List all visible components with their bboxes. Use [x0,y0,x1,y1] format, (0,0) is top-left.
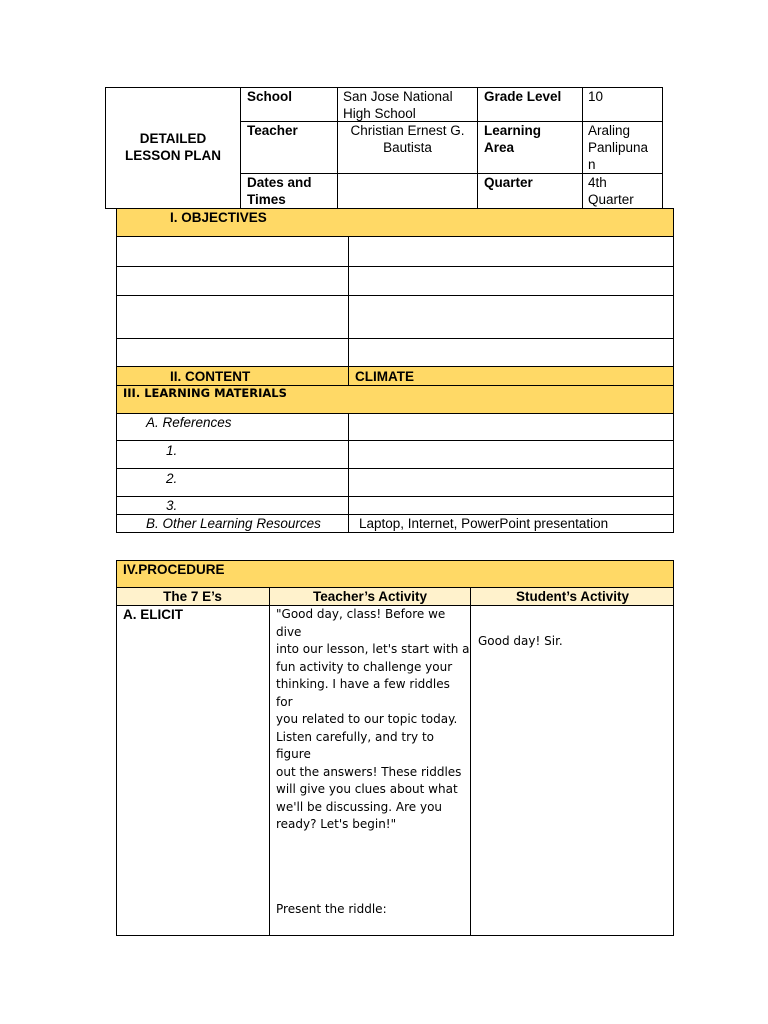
school-value: San Jose National High School [343,89,453,121]
student-activity-text: Good day! Sir. [478,634,563,648]
teacher-label: Teacher [247,123,298,138]
teacher-activity-text: "Good day, class! Before we dive into our lesson, let's start with a fun activity to challenge your thinking. I have a few riddles for you related to our topic today. Listen carefully, and try to figure out the answers! These riddles will give you clues about what we'll be discussing. Are you ready? Let's begin!" [276,607,470,831]
teacher-value: Christian Ernest G. Bautista [350,123,465,155]
other-resources-label: B. Other Learning Resources [146,516,321,531]
elicit-label: A. ELICIT [123,607,183,622]
learning-area-value: Araling Panlipuna n [588,123,649,172]
column-7es: The 7 E’s [163,589,222,604]
learning-materials-heading: III. LEARNING MATERIALS [123,386,287,400]
reference-row-1 [116,440,674,469]
school-label: School [247,89,293,104]
content-value: CLIMATE [355,369,414,384]
other-resources-value: Laptop, Internet, PowerPoint presentation [359,516,609,531]
present-riddle-text: Present the riddle: [276,902,387,916]
grade-level-value: 10 [588,89,604,104]
reference-row-3 [116,496,674,515]
reference-3-label: 3. [166,498,178,513]
column-teacher-activity: Teacher’s Activity [312,589,428,604]
quarter-value: 4th Quarter [588,175,634,207]
reference-2-label: 2. [166,471,178,486]
reference-row-2 [116,468,674,497]
reference-1-label: 1. [166,443,178,458]
quarter-label: Quarter [484,175,533,190]
objective-row [116,236,674,267]
objective-row [116,266,674,296]
references-label: A. References [146,415,232,430]
objectives-heading: I. OBJECTIVES [170,210,267,225]
objective-row [116,338,674,367]
learning-area-label: Learning Area [484,123,542,155]
dates-label: Dates and Times [247,175,312,207]
objective-row [116,295,674,339]
content-heading: II. CONTENT [170,369,251,384]
lesson-plan-title: DETAILED LESSON PLAN [124,131,221,163]
procedure-heading: IV.PROCEDURE [123,562,225,577]
column-student-activity: Student’s Activity [515,589,630,604]
grade-level-label: Grade Level [484,89,562,104]
